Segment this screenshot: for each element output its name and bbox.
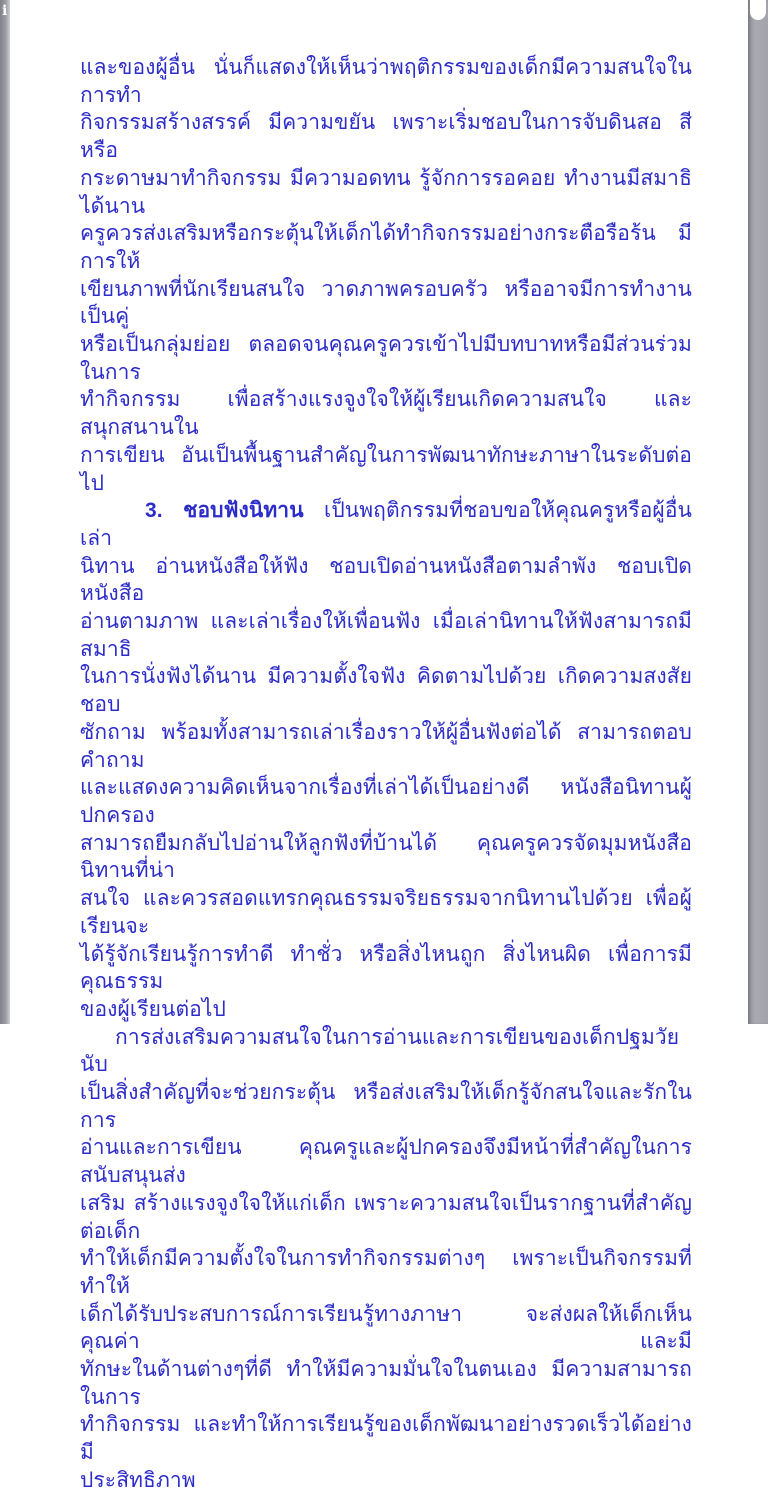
text-line: ครูควรส่งเสริมหรือกระตุ้นให้เด็กได้ทำกิจกรรมอย่างกระตือรือร้น มีการให้ [80, 222, 692, 273]
text-line: ของผู้เรียนต่อไป [80, 997, 226, 1021]
text-line: หรือเป็นกลุ่มย่อย ตลอดจนคุณครูควรเข้าไปมีบทบาทหรือมีส่วนร่วมในการ [80, 333, 692, 384]
text-line: ในการนั่งฟังได้นาน มีความตั้งใจฟัง คิดตามไปด้วย เกิดความสงสัย ชอบ [80, 665, 692, 717]
text-line: กิจกรรมสร้างสรรค์ มีความขยัน เพราะเริ่มชอบในการจับดินสอ สี หรือ [80, 111, 692, 163]
text-line: และแสดงความคิดเห็นจากเรื่องที่เล่าได้เป็นอย่างดี หนังสือนิทานผู้ปกครอง [80, 776, 692, 827]
text-line: อ่านและการเขียน คุณครูและผู้ปกครองจึงมีหน้าที่สำคัญในการสนับสนุนส่ง [80, 1136, 692, 1188]
text-line: ทักษะในด้านต่างๆที่ดี ทำให้มีความมั่นใจในตนเอง มีความสามารถในการ [80, 1358, 692, 1409]
document-text-body [80, 54, 692, 1495]
text-line: สามารถยืมกลับไปอ่านให้ลูกฟังที่บ้านได้ คุณครูควรจัดมุมหนังสือนิทานที่น่า [80, 831, 692, 883]
right-page-edge-scrollbar[interactable] [748, 0, 768, 1024]
text-line: ทำให้เด็กมีความตั้งใจในการทำกิจกรรมต่างๆ เพราะเป็นกิจกรรมที่ทำให้ [80, 1247, 692, 1298]
bold-lead: 3. ชอบฟังนิทาน [145, 499, 304, 523]
scroll-handle-icon[interactable] [750, 0, 766, 20]
text-line: ทำกิจกรรม เพื่อสร้างแรงจูงใจให้ผู้เรียนเกิดความสนใจ และสนุกสนานใน [80, 388, 692, 440]
text-line: เด็กได้รับประสบการณ์การเรียนรู้ทางภาษา จะส่งผลให้เด็กเห็นคุณค่า และมี [80, 1302, 692, 1354]
text-line: เขียนภาพที่นักเรียนสนใจ วาดภาพครอบครัว หรืออาจมีการทำงานเป็นคู่ [80, 277, 692, 329]
text-line: 3. ชอบฟังนิทาน เป็นพฤติกรรมที่ชอบขอให้คุณครูหรือผู้อื่นเล่า [80, 499, 692, 550]
left-page-edge [0, 0, 10, 1024]
text-line: การส่งเสริมความสนใจในการอ่านและการเขียนของเด็กปฐมวัย นับ [80, 1025, 680, 1077]
text-line: สนใจ และควรสอดแทรกคุณธรรมจริยธรรมจากนิทานไปด้วย เพื่อผู้เรียนจะ [80, 887, 692, 938]
info-icon: i [2, 3, 8, 19]
text-line: ซักถาม พร้อมทั้งสามารถเล่าเรื่องราวให้ผู้อื่นฟังต่อได้ สามารถตอบคำถาม [80, 720, 692, 772]
text-line: เป็นสิ่งสำคัญที่จะช่วยกระตุ้น หรือส่งเสริมให้เด็กรู้จักสนใจและรักในการ [80, 1081, 692, 1132]
text-line: อ่านตามภาพ และเล่าเรื่องให้เพื่อนฟัง เมื่อเล่านิทานให้ฟังสามารถมีสมาธิ [80, 610, 692, 661]
text-line: ประสิทธิภาพ [80, 1468, 196, 1492]
text-line: ทำกิจกรรม และทำให้การเรียนรู้ของเด็กพัฒนาอย่างรวดเร็วได้อย่างมี [80, 1413, 692, 1465]
text-line: การเขียน อันเป็นพื้นฐานสำคัญในการพัฒนาทักษะภาษาในระดับต่อไป [80, 443, 692, 495]
text-line: ได้รู้จักเรียนรู้การทำดี ทำชั่ว หรือสิ่งไหนถูก สิ่งไหนผิด เพื่อการมีคุณธรรม [80, 942, 692, 994]
text-line: เสริม สร้างแรงจูงใจให้แก่เด็ก เพราะความสนใจเป็นรากฐานที่สำคัญต่อเด็ก [80, 1191, 692, 1243]
text-line: และของผู้อื่น นั่นก็แสดงให้เห็นว่าพฤติกรรมของเด็กมีความสนใจในการทำ [80, 56, 692, 107]
text-line: นิทาน อ่านหนังสือให้ฟัง ชอบเปิดอ่านหนังสือตามลำพัง ชอบเปิดหนังสือ [80, 554, 692, 606]
text-line: กระดาษมาทำกิจกรรม มีความอดทน รู้จักการรอคอย ทำงานมีสมาธิได้นาน [80, 166, 692, 218]
